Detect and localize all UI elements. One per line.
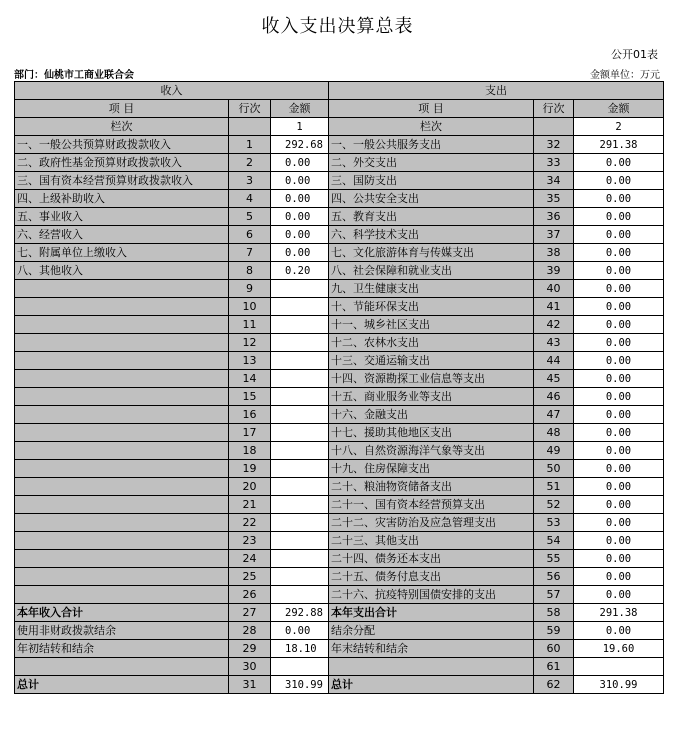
expense-line-header: 行次 xyxy=(534,100,574,118)
column-header-row xyxy=(15,100,664,118)
income-col-label: 栏次 xyxy=(15,118,229,136)
income-item-cell: 三、国有资本经营预算财政拨款收入 xyxy=(15,172,229,190)
unit-label: 金额单位：万元 xyxy=(590,70,660,81)
expense-item-header: 项 目 xyxy=(329,100,534,118)
income-line-no-cell: 24 xyxy=(229,550,271,568)
expense-amount-cell: 0.00 xyxy=(574,478,664,496)
expense-line-no-cell: 55 xyxy=(534,550,574,568)
expense-amount-cell: 0.00 xyxy=(574,244,664,262)
expense-item-cell: 本年支出合计 xyxy=(329,604,534,622)
income-line-no-cell: 2 xyxy=(229,154,271,172)
table-row xyxy=(15,298,664,316)
table-row xyxy=(15,622,664,640)
income-item-cell xyxy=(15,658,229,676)
expense-amount-cell: 0.00 xyxy=(574,406,664,424)
expense-line-no-cell: 34 xyxy=(534,172,574,190)
income-line-no-cell: 29 xyxy=(229,640,271,658)
income-amount-cell xyxy=(271,496,329,514)
expense-line-no-cell: 48 xyxy=(534,424,574,442)
income-line-header: 行次 xyxy=(229,100,271,118)
income-item-cell: 六、经营收入 xyxy=(15,226,229,244)
expense-line-no-cell: 52 xyxy=(534,496,574,514)
expense-item-cell: 十三、交通运输支出 xyxy=(329,352,534,370)
expense-line-no-cell: 56 xyxy=(534,568,574,586)
income-line-no-cell: 11 xyxy=(229,316,271,334)
income-amount-cell xyxy=(271,280,329,298)
expense-item-cell: 二十四、债务还本支出 xyxy=(329,550,534,568)
income-amount-cell xyxy=(271,316,329,334)
expense-amount-cell: 0.00 xyxy=(574,424,664,442)
expense-line-no-cell: 61 xyxy=(534,658,574,676)
income-line-no-cell: 19 xyxy=(229,460,271,478)
income-item-cell xyxy=(15,406,229,424)
income-item-cell xyxy=(15,388,229,406)
income-amount-cell: 0.00 xyxy=(271,622,329,640)
column-index-row xyxy=(15,118,664,136)
income-amount-cell: 0.00 xyxy=(271,154,329,172)
expense-section-header: 支出 xyxy=(329,82,664,100)
income-line-no-cell: 6 xyxy=(229,226,271,244)
expense-item-cell: 二十五、债务付息支出 xyxy=(329,568,534,586)
income-amount-cell xyxy=(271,460,329,478)
report-title: 收入支出决算总表 xyxy=(261,16,414,37)
income-amount-cell xyxy=(271,658,329,676)
income-line-no-cell: 28 xyxy=(229,622,271,640)
table-row xyxy=(15,370,664,388)
income-item-cell xyxy=(15,496,229,514)
expense-line-no-cell: 40 xyxy=(534,280,574,298)
expense-item-cell: 十四、资源勘探工业信息等支出 xyxy=(329,370,534,388)
income-amount-cell xyxy=(271,370,329,388)
income-item-cell xyxy=(15,478,229,496)
expense-item-cell: 十一、城乡社区支出 xyxy=(329,316,534,334)
expense-amount-cell: 0.00 xyxy=(574,226,664,244)
table-row xyxy=(15,640,664,658)
income-line-no-cell: 1 xyxy=(229,136,271,154)
expense-amount-cell: 0.00 xyxy=(574,316,664,334)
income-item-cell: 年初结转和结余 xyxy=(15,640,229,658)
income-item-cell: 使用非财政拨款结余 xyxy=(15,622,229,640)
income-amount-cell xyxy=(271,352,329,370)
expense-amount-header: 金额 xyxy=(574,100,664,118)
income-amount-cell: 0.00 xyxy=(271,190,329,208)
income-item-cell: 总计 xyxy=(15,676,229,694)
income-line-no-cell: 27 xyxy=(229,604,271,622)
income-amount-cell xyxy=(271,568,329,586)
table-row xyxy=(15,586,664,604)
table-row xyxy=(15,244,664,262)
expense-col-label: 栏次 xyxy=(329,118,534,136)
table-row xyxy=(15,676,664,694)
expense-item-cell: 十、节能环保支出 xyxy=(329,298,534,316)
income-line-no-cell: 12 xyxy=(229,334,271,352)
expense-line-no-cell: 43 xyxy=(534,334,574,352)
income-item-cell: 本年收入合计 xyxy=(15,604,229,622)
income-amount-cell xyxy=(271,532,329,550)
income-line-no-cell: 30 xyxy=(229,658,271,676)
expense-line-no-cell: 35 xyxy=(534,190,574,208)
income-line-no-cell: 15 xyxy=(229,388,271,406)
income-line-no-cell: 3 xyxy=(229,172,271,190)
table-row xyxy=(15,388,664,406)
expense-line-no-cell: 37 xyxy=(534,226,574,244)
table-row xyxy=(15,154,664,172)
income-amount-cell: 0.00 xyxy=(271,244,329,262)
income-section-header: 收入 xyxy=(15,82,329,100)
expense-amount-cell: 0.00 xyxy=(574,280,664,298)
income-item-cell xyxy=(15,316,229,334)
expense-item-cell: 二十二、灾害防治及应急管理支出 xyxy=(329,514,534,532)
income-amount-cell xyxy=(271,442,329,460)
income-line-no-cell: 5 xyxy=(229,208,271,226)
table-row xyxy=(15,262,664,280)
expense-amount-cell: 0.00 xyxy=(574,532,664,550)
table-row xyxy=(15,460,664,478)
expense-item-cell: 十八、自然资源海洋气象等支出 xyxy=(329,442,534,460)
expense-line-no-cell: 47 xyxy=(534,406,574,424)
income-line-no-cell: 4 xyxy=(229,190,271,208)
expense-line-no-cell: 50 xyxy=(534,460,574,478)
table-row xyxy=(15,550,664,568)
table-row xyxy=(15,226,664,244)
expense-item-cell: 十九、住房保障支出 xyxy=(329,460,534,478)
income-col-index: 1 xyxy=(271,118,329,136)
income-amount-cell xyxy=(271,424,329,442)
income-line-no-cell: 22 xyxy=(229,514,271,532)
expense-amount-cell: 0.00 xyxy=(574,514,664,532)
income-item-cell xyxy=(15,460,229,478)
income-amount-cell xyxy=(271,514,329,532)
income-line-no-cell: 26 xyxy=(229,586,271,604)
income-item-cell xyxy=(15,442,229,460)
income-item-cell xyxy=(15,568,229,586)
expense-item-cell: 结余分配 xyxy=(329,622,534,640)
expense-item-cell: 四、公共安全支出 xyxy=(329,190,534,208)
expense-line-no-cell: 51 xyxy=(534,478,574,496)
expense-line-col-blank xyxy=(534,118,574,136)
income-line-col-blank xyxy=(229,118,271,136)
expense-item-cell: 二十一、国有资本经营预算支出 xyxy=(329,496,534,514)
income-line-no-cell: 16 xyxy=(229,406,271,424)
expense-amount-cell: 0.00 xyxy=(574,442,664,460)
expense-amount-cell: 0.00 xyxy=(574,568,664,586)
expense-line-no-cell: 58 xyxy=(534,604,574,622)
income-line-no-cell: 21 xyxy=(229,496,271,514)
expense-line-no-cell: 49 xyxy=(534,442,574,460)
income-line-no-cell: 20 xyxy=(229,478,271,496)
expense-item-cell: 二十三、其他支出 xyxy=(329,532,534,550)
table-row xyxy=(15,352,664,370)
income-amount-cell xyxy=(271,550,329,568)
income-item-cell: 五、事业收入 xyxy=(15,208,229,226)
table-row xyxy=(15,658,664,676)
department-label: 部门：仙桃市工商业联合会 xyxy=(14,70,134,81)
income-line-no-cell: 13 xyxy=(229,352,271,370)
table-row xyxy=(15,568,664,586)
expense-line-no-cell: 59 xyxy=(534,622,574,640)
expense-item-cell: 八、社会保障和就业支出 xyxy=(329,262,534,280)
table-row xyxy=(15,406,664,424)
income-amount-cell: 292.68 xyxy=(271,136,329,154)
table-row xyxy=(15,478,664,496)
income-item-cell: 七、附属单位上缴收入 xyxy=(15,244,229,262)
expense-line-no-cell: 42 xyxy=(534,316,574,334)
expense-amount-cell: 19.60 xyxy=(574,640,664,658)
expense-amount-cell: 0.00 xyxy=(574,190,664,208)
expense-line-no-cell: 41 xyxy=(534,298,574,316)
income-expense-table xyxy=(14,81,664,694)
income-amount-cell xyxy=(271,586,329,604)
expense-line-no-cell: 44 xyxy=(534,352,574,370)
income-amount-cell xyxy=(271,298,329,316)
income-item-cell: 四、上级补助收入 xyxy=(15,190,229,208)
table-row xyxy=(15,514,664,532)
expense-item-cell: 总计 xyxy=(329,676,534,694)
expense-line-no-cell: 33 xyxy=(534,154,574,172)
table-row xyxy=(15,604,664,622)
expense-amount-cell: 0.00 xyxy=(574,334,664,352)
form-number: 公开01表 xyxy=(611,48,658,61)
income-amount-cell xyxy=(271,334,329,352)
income-amount-header: 金额 xyxy=(271,100,329,118)
income-line-no-cell: 9 xyxy=(229,280,271,298)
expense-amount-cell: 0.00 xyxy=(574,586,664,604)
expense-item-cell: 三、国防支出 xyxy=(329,172,534,190)
table-row xyxy=(15,334,664,352)
expense-amount-cell: 0.00 xyxy=(574,460,664,478)
expense-amount-cell: 0.00 xyxy=(574,208,664,226)
expense-line-no-cell: 46 xyxy=(534,388,574,406)
income-line-no-cell: 10 xyxy=(229,298,271,316)
table-row xyxy=(15,172,664,190)
income-line-no-cell: 25 xyxy=(229,568,271,586)
expense-item-cell: 十七、援助其他地区支出 xyxy=(329,424,534,442)
income-amount-cell: 0.20 xyxy=(271,262,329,280)
expense-line-no-cell: 53 xyxy=(534,514,574,532)
income-item-cell xyxy=(15,370,229,388)
income-item-cell xyxy=(15,532,229,550)
income-item-cell: 二、政府性基金预算财政拨款收入 xyxy=(15,154,229,172)
income-item-cell xyxy=(15,352,229,370)
table-row xyxy=(15,136,664,154)
income-item-cell xyxy=(15,514,229,532)
income-item-cell xyxy=(15,298,229,316)
income-line-no-cell: 23 xyxy=(229,532,271,550)
table-row xyxy=(15,190,664,208)
income-item-cell xyxy=(15,334,229,352)
table-row xyxy=(15,496,664,514)
section-header-row xyxy=(15,82,664,100)
table-row xyxy=(15,442,664,460)
income-amount-cell xyxy=(271,388,329,406)
income-amount-cell xyxy=(271,478,329,496)
expense-item-cell xyxy=(329,658,534,676)
expense-item-cell: 七、文化旅游体育与传媒支出 xyxy=(329,244,534,262)
income-line-no-cell: 14 xyxy=(229,370,271,388)
expense-amount-cell: 310.99 xyxy=(574,676,664,694)
expense-col-index: 2 xyxy=(574,118,664,136)
expense-line-no-cell: 38 xyxy=(534,244,574,262)
income-item-header: 项 目 xyxy=(15,100,229,118)
income-line-no-cell: 7 xyxy=(229,244,271,262)
income-amount-cell xyxy=(271,406,329,424)
expense-item-cell: 十二、农林水支出 xyxy=(329,334,534,352)
income-item-cell xyxy=(15,550,229,568)
table-row xyxy=(15,280,664,298)
expense-line-no-cell: 32 xyxy=(534,136,574,154)
income-amount-cell: 0.00 xyxy=(271,208,329,226)
expense-amount-cell: 0.00 xyxy=(574,262,664,280)
income-amount-cell: 18.10 xyxy=(271,640,329,658)
expense-line-no-cell: 60 xyxy=(534,640,574,658)
expense-line-no-cell: 39 xyxy=(534,262,574,280)
expense-amount-cell: 0.00 xyxy=(574,550,664,568)
income-line-no-cell: 18 xyxy=(229,442,271,460)
expense-item-cell: 年末结转和结余 xyxy=(329,640,534,658)
expense-amount-cell: 0.00 xyxy=(574,352,664,370)
expense-line-no-cell: 57 xyxy=(534,586,574,604)
income-item-cell xyxy=(15,280,229,298)
expense-line-no-cell: 45 xyxy=(534,370,574,388)
expense-line-no-cell: 62 xyxy=(534,676,574,694)
expense-amount-cell: 0.00 xyxy=(574,388,664,406)
expense-amount-cell: 0.00 xyxy=(574,172,664,190)
table-row xyxy=(15,208,664,226)
expense-item-cell: 二十、粮油物资储备支出 xyxy=(329,478,534,496)
income-amount-cell: 0.00 xyxy=(271,226,329,244)
income-item-cell xyxy=(15,586,229,604)
expense-amount-cell xyxy=(574,658,664,676)
expense-amount-cell: 291.38 xyxy=(574,604,664,622)
expense-line-no-cell: 54 xyxy=(534,532,574,550)
income-line-no-cell: 17 xyxy=(229,424,271,442)
expense-item-cell: 九、卫生健康支出 xyxy=(329,280,534,298)
expense-item-cell: 二、外交支出 xyxy=(329,154,534,172)
expense-amount-cell: 0.00 xyxy=(574,496,664,514)
income-amount-cell: 310.99 xyxy=(271,676,329,694)
table-row xyxy=(15,316,664,334)
table-row xyxy=(15,424,664,442)
income-amount-cell: 0.00 xyxy=(271,172,329,190)
income-item-cell: 八、其他收入 xyxy=(15,262,229,280)
expense-item-cell: 一、一般公共服务支出 xyxy=(329,136,534,154)
income-amount-cell: 292.88 xyxy=(271,604,329,622)
income-line-no-cell: 8 xyxy=(229,262,271,280)
income-item-cell xyxy=(15,424,229,442)
expense-item-cell: 十五、商业服务业等支出 xyxy=(329,388,534,406)
income-item-cell: 一、一般公共预算财政拨款收入 xyxy=(15,136,229,154)
expense-item-cell: 五、教育支出 xyxy=(329,208,534,226)
table-row xyxy=(15,532,664,550)
expense-amount-cell: 0.00 xyxy=(574,298,664,316)
expense-line-no-cell: 36 xyxy=(534,208,574,226)
expense-amount-cell: 0.00 xyxy=(574,622,664,640)
expense-item-cell: 六、科学技术支出 xyxy=(329,226,534,244)
expense-amount-cell: 291.38 xyxy=(574,136,664,154)
expense-item-cell: 二十六、抗疫特别国债安排的支出 xyxy=(329,586,534,604)
expense-amount-cell: 0.00 xyxy=(574,370,664,388)
expense-item-cell: 十六、金融支出 xyxy=(329,406,534,424)
income-line-no-cell: 31 xyxy=(229,676,271,694)
expense-amount-cell: 0.00 xyxy=(574,154,664,172)
